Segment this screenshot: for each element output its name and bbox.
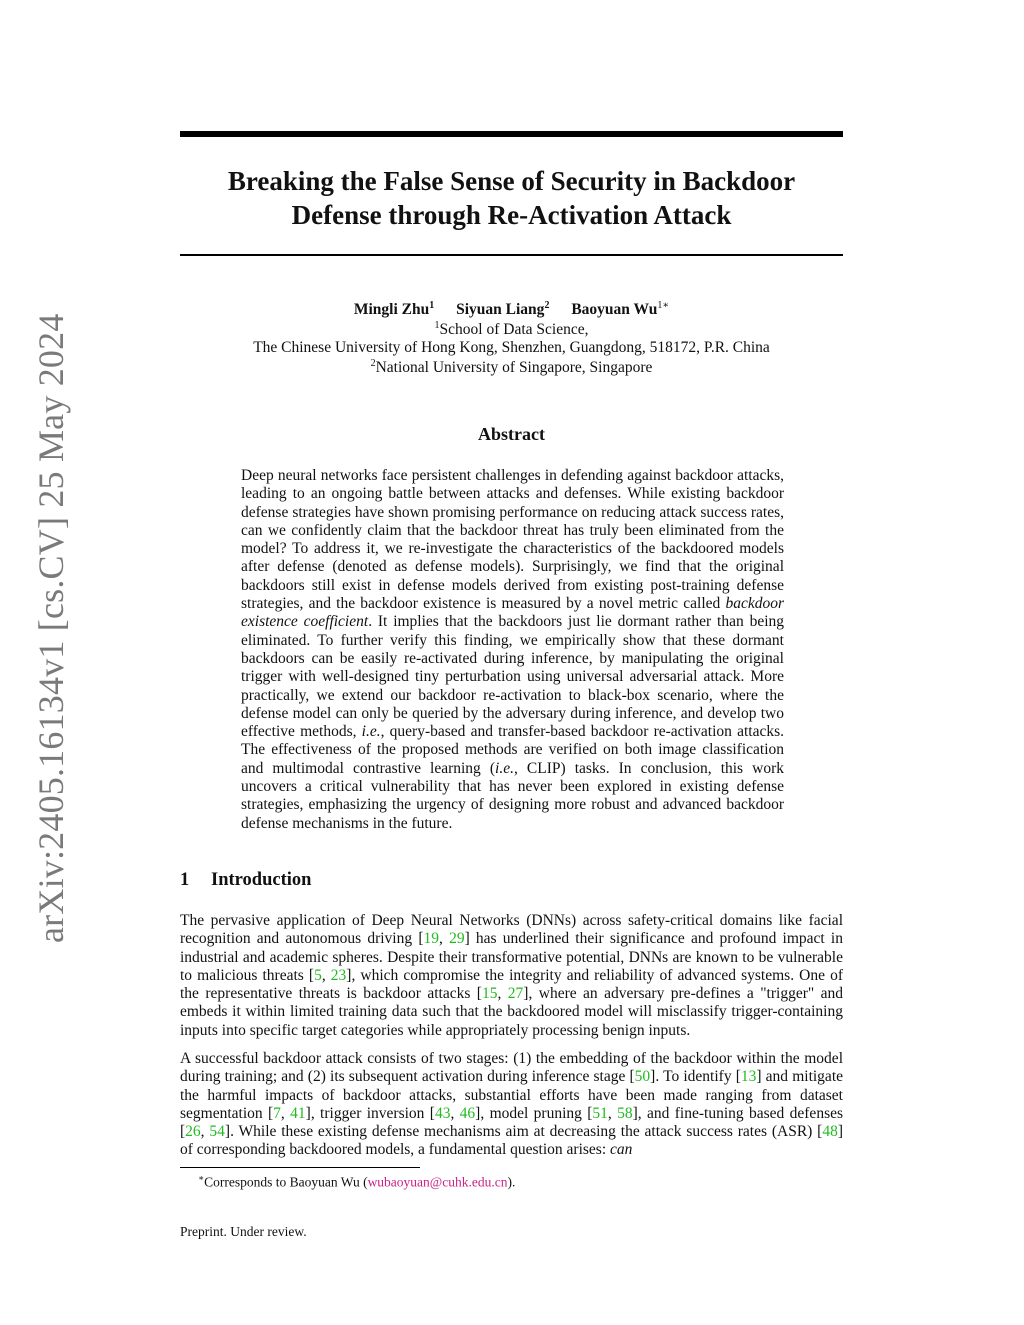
citation-link[interactable]: 51 [592, 1104, 608, 1122]
citation-link[interactable]: 13 [740, 1068, 757, 1086]
citation-link[interactable]: 15 [481, 985, 498, 1003]
citation-link[interactable]: 27 [507, 985, 524, 1003]
title-line-1: Breaking the False Sense of Security in Backdoor [227, 166, 796, 196]
abstract-heading: Abstract [478, 424, 545, 444]
footnote-rule [180, 1167, 420, 1168]
arxiv-identifier: arXiv:2405.16134v1 [cs.CV] 25 May 2024 [31, 313, 71, 943]
affiliation-1-line-1: $^1$School of Data Science, [434, 320, 589, 339]
citation-link[interactable]: 41 [290, 1104, 306, 1122]
title-bottom-rule [180, 254, 843, 256]
title-line-2: Defense through Re-Activation Attack [291, 200, 732, 230]
preprint-note: Preprint. Under review. [180, 1224, 307, 1239]
author: Siyuan Liang$^2$ [456, 300, 550, 319]
citation-link[interactable]: 29 [449, 930, 465, 948]
citation-link[interactable]: 48 [822, 1123, 838, 1141]
citation-link[interactable]: 7 [273, 1104, 281, 1122]
affiliation-1-line-2: The Chinese University of Hong Kong, Shenzhen, Guangdong, 518172, P.R. China [253, 339, 770, 356]
paper-title [180, 164, 843, 232]
intro-paragraph-1: The pervasive application of Deep Neural Networks (DNNs) across safety-critical domains like facial recognition and autonomous driving [19, 29] has underlined their significance and profound impact in industrial and academic spheres. Despite their transformative potential, DNNs are known to be vulnerable to malicious threats [5, 23], which compromise the integrity and reliability of advanced systems. One of the representative threats is backdoor attacks [15, 27], where an adversary pre-defines a "trigger" and embeds it within limited training data such that the backdoored model will misclassify trigger-containing inputs into specific target categories while appropriately processing benign inputs. [180, 912, 844, 1039]
author: Mingli Zhu$^1$ [353, 300, 435, 319]
citation-link[interactable]: 26 [185, 1123, 201, 1141]
intro-paragraph-2: A successful backdoor attack consists of two stages: (1) the embedding of the backdoor within the model during training; and (2) its subsequent activation during inference stage [50]. To identify [13] and mitigate the harmful impacts of backdoor attacks, substantial efforts have been made ranging from dataset segmentation [7, 41], trigger inversion [43, 46], model pruning [51, 58], and fine-tuning based defenses [26, 54]. While these existing defense mechanisms aim at decreasing the attack success rates (ASR) [48] of corresponding backdoored models, a fundamental question arises: can [180, 1050, 844, 1159]
citation-link[interactable]: 46 [459, 1104, 476, 1122]
citation-link[interactable]: 50 [634, 1068, 651, 1086]
author: Baoyuan $Wu^{1∗}$ [571, 300, 670, 319]
affiliation-2: $^2$National University of Singapore, Singapore [370, 358, 653, 377]
author-list [180, 300, 843, 319]
citation-link[interactable]: 54 [209, 1123, 225, 1141]
citation-link[interactable]: 19 [423, 930, 439, 948]
citation-link[interactable]: 23 [330, 966, 347, 984]
citation-link[interactable]: 58 [617, 1104, 633, 1122]
citation-link[interactable]: 43 [434, 1104, 451, 1122]
citation-link[interactable]: 5 [314, 966, 322, 984]
email-link[interactable]: wubaoyuan@cuhk.edu.cn [367, 1174, 508, 1190]
title-top-rule [180, 131, 843, 137]
section-heading-introduction: 1 Introduction [180, 870, 312, 890]
abstract-body: Deep neural networks face persistent challenges in defending against backdoor attacks, leading to an ongoing battle between attacks and defenses. While existing backdoor defense strategies have shown promising performance on reducing attack success rates, can we confidently claim that the backdoor threat has truly been eliminated from the model? To address it, we re-investigate the characteristics of the backdoored models after defense (denoted as defense models). Surprisingly, we find that the original backdoors still exist in defense models derived from existing post-training defense strategies, and the backdoor existence is measured by a novel metric called backdoor existence coefficient. It implies that the backdoors just lie dormant rather than being eliminated. To further verify this finding, we empirically show that these dormant backdoors can be easily re-activated during inference, by manipulating the original trigger with well-designed tiny perturbation using universal adversarial attack. More practically, we extend our backdoor re-activation to black-box scenario, where the defense model can only be queried by the adversary during inference, and develop two effective methods, i.e., query-based and transfer-based backdoor re-activation attacks. The effectiveness of the proposed methods are verified on both image classification and multimodal contrastive learning (i.e., CLIP) tasks. In conclusion, this work uncovers a critical vulnerability that has never been explored in existing defense strategies, emphasizing the urgency of designing more robust and advanced backdoor defense mechanisms in the future. [241, 467, 785, 832]
footnote: ∗Corresponds to Baoyuan Wu (wubaoyuan@cuhk.edu.cn). [198, 1173, 516, 1190]
